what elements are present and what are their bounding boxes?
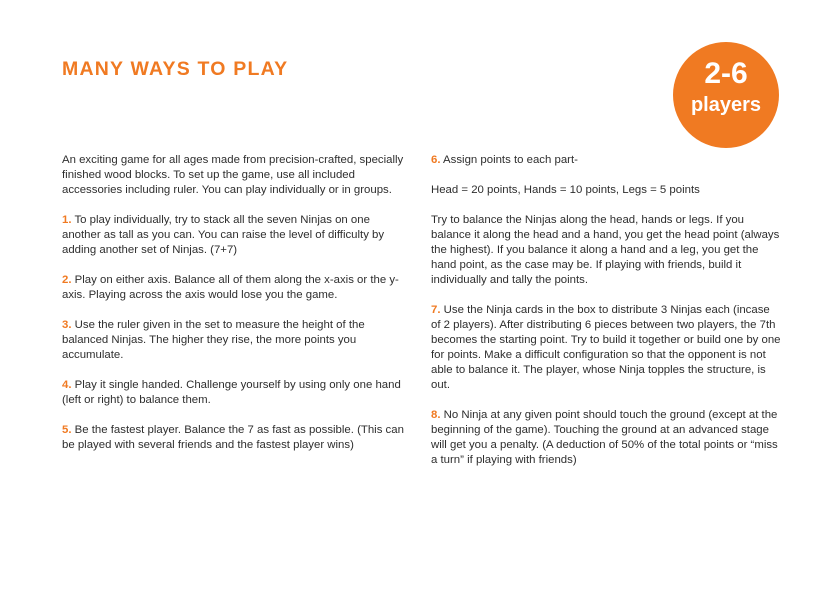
rule-text: Play it single handed. Challenge yourself by using only one hand (left or right) to balance them. — [62, 379, 401, 406]
intro-paragraph: An exciting game for all ages made from precision-crafted, specially finished wood blocks. To set up the game, use all included accessories including ruler. You can play individually or in groups. — [62, 154, 404, 196]
rule-number: 3. — [62, 319, 72, 331]
rule-number: 6. — [431, 154, 441, 166]
rule-number: 1. — [62, 214, 72, 226]
players-badge — [673, 42, 779, 148]
rule-4 — [62, 378, 407, 408]
points-line: Head = 20 points, Hands = 10 points, Legs = 5 points — [431, 184, 700, 196]
rule-7 — [431, 303, 781, 393]
rule-6 — [431, 153, 781, 168]
rule-text: Play on either axis. Balance all of them along the x-axis or the y-axis. Playing across the axis would lose you the game. — [62, 274, 399, 301]
rule-2 — [62, 273, 407, 303]
rule-number: 8. — [431, 409, 441, 421]
rule-text: Assign points to each part- — [443, 154, 578, 166]
rule-text: Be the fastest player. Balance the 7 as fast as possible. (This can be played with several friends and the fastest player wins) — [62, 424, 404, 451]
rule-text: To play individually, try to stack all the seven Ninjas on one another as tall as you can. You can raise the level of difficulty by adding another set of Ninjas. (7+7) — [62, 214, 385, 256]
players-count: 2-6 — [704, 57, 748, 90]
rule-text: No Ninja at any given point should touch the ground (except at the beginning of the game). Touching the ground at an advanced stage will get you a penalty. (A deduction of 50% of the total points or “miss a turn” if playing with friends) — [431, 409, 778, 466]
rule-text: Use the Ninja cards in the box to distribute 3 Ninjas each (incase of 2 players). After distributing 6 pieces between two players, the 7th becomes the starting point. Try to build it together or build one by one for points. Make a difficult configuration so that the opponent is not able to balance it. The player, whose Ninja topples the structure, is out. — [431, 304, 781, 391]
rule-number: 2. — [62, 274, 72, 286]
rule-5 — [62, 423, 407, 453]
page-title: MANY WAYS TO PLAY — [62, 58, 289, 80]
balance-paragraph: Try to balance the Ninjas along the head, hands or legs. If you balance it along the head and a hand, you get the head point (always the highest). If you balance it along a hand and a leg, you get the hand point, as the case may be. If playing with friends, build it individually and tally the points. — [431, 214, 780, 286]
rule-1 — [62, 213, 407, 258]
right-column — [431, 153, 781, 483]
rule-number: 5. — [62, 424, 72, 436]
left-column — [62, 153, 407, 468]
rule-text: Use the ruler given in the set to measure the height of the balanced Ninjas. The higher they rise, the more points you accumulate. — [62, 319, 365, 361]
players-label: players — [690, 94, 762, 116]
rule-8 — [431, 408, 781, 468]
rule-number: 4. — [62, 379, 72, 391]
rule-3 — [62, 318, 407, 363]
rule-number: 7. — [431, 304, 441, 316]
